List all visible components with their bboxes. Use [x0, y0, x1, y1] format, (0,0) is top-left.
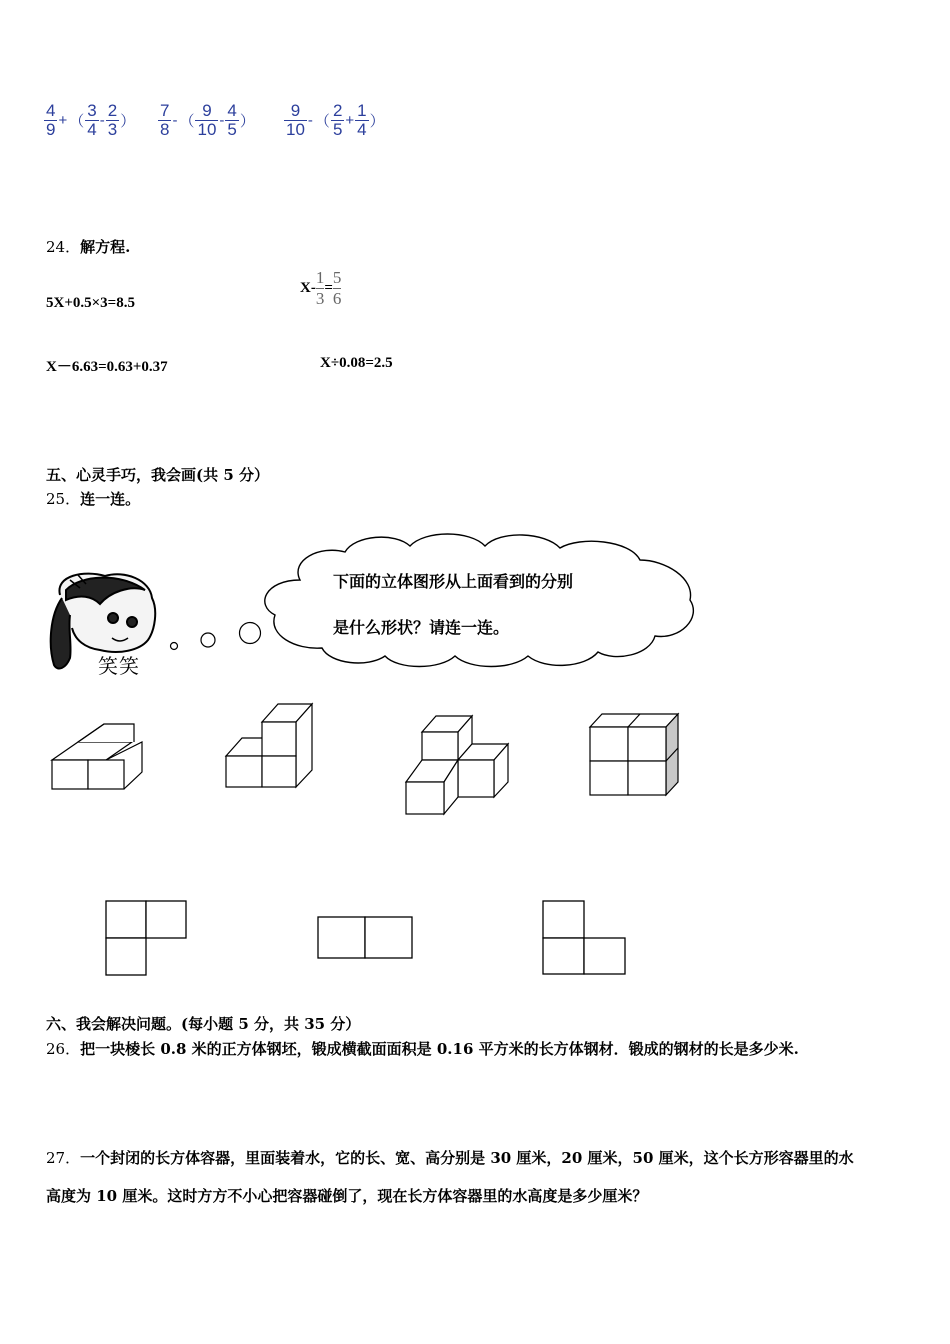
operator: -: [99, 112, 105, 129]
equation-prefix: X-: [300, 280, 316, 296]
fraction: $\frac{1}{3}$: [315, 268, 325, 308]
fraction: $\frac{9}{10}$: [197, 101, 217, 139]
operator: -: [172, 112, 178, 129]
thought-bubble-large: [240, 623, 261, 644]
fraction: $\frac{9}{10}$: [286, 101, 305, 139]
thought-bubble-small: [171, 643, 178, 650]
operator: +: [345, 112, 355, 129]
question-26: [46, 1038, 799, 1059]
top-view-1: [106, 901, 186, 975]
operator: -: [219, 112, 225, 129]
fraction: $\frac{4}{9}$: [46, 101, 56, 139]
speech-cloud: [265, 534, 694, 667]
fraction: $\frac{4}{5}$: [227, 101, 237, 139]
paren: ）: [369, 113, 385, 130]
question-number: 24．: [46, 238, 81, 256]
question-text: 一个封闭的长方体容器，里面装着水，它的长、宽、高分别是 30 厘米，20 厘米，50 厘米，这个长方形容器里的水: [80, 1149, 854, 1167]
question-number: 25．: [46, 490, 81, 508]
solid-figure-3: [406, 716, 508, 814]
question-number: 27．: [46, 1149, 81, 1167]
equation-4: X÷0.08=2.5: [320, 355, 393, 371]
top-view-3: [543, 901, 625, 974]
question-27-line-1: [46, 1147, 854, 1168]
fraction: $\frac{5}{6}$: [332, 268, 342, 308]
fraction: $\frac{7}{8}$: [160, 101, 170, 139]
cloud-text-line-2: 是什么形状？请连一连。: [333, 618, 510, 637]
paren: （: [179, 113, 195, 130]
fraction: $\frac{3}{4}$: [87, 101, 97, 139]
question-title: 连一连。: [80, 490, 141, 508]
solid-figure-4: [590, 714, 678, 795]
cloud-text-line-1: 下面的立体图形从上面看到的分别: [333, 572, 574, 591]
fraction: $\frac{1}{4}$: [357, 101, 367, 139]
girl-caption: 笑笑: [98, 654, 140, 678]
section-5-title: 五、心灵手巧，我会画(共 5 分）: [46, 466, 269, 484]
question-text: 把一块棱长 0.8 米的正方体钢坯，锻成横截面面积是 0.16 平方米的长方体钢材．锻成的钢材的长是多少米.: [80, 1040, 799, 1058]
top-view-2: [318, 917, 412, 958]
paren: （: [314, 113, 330, 130]
solid-figure-1: [52, 724, 142, 789]
equation-3: X－6.63=0.63+0.37: [46, 359, 168, 375]
paren: （: [69, 113, 85, 130]
fraction: $\frac{2}{3}$: [107, 101, 118, 139]
question-title: 解方程.: [80, 238, 131, 256]
equals-sign: =: [324, 280, 333, 296]
equation-1: 5X+0.5×3=8.5: [46, 295, 135, 311]
operator: -: [307, 112, 313, 129]
question-number: 26．: [46, 1040, 81, 1058]
solid-figure-2: [226, 704, 312, 787]
thought-bubble-medium: [201, 633, 215, 647]
paren: ）: [120, 113, 136, 130]
section-6-title: 六、我会解决问题。(每小题 5 分，共 35 分）: [46, 1015, 361, 1033]
question-27-line-2: 高度为 10 厘米。这时方方不小心把容器碰倒了，现在长方体容器里的水高度是多少厘米？: [46, 1187, 648, 1205]
paren: ）: [239, 113, 255, 130]
fraction: $\frac{2}{5}$: [332, 101, 343, 139]
operator: +: [58, 112, 68, 129]
